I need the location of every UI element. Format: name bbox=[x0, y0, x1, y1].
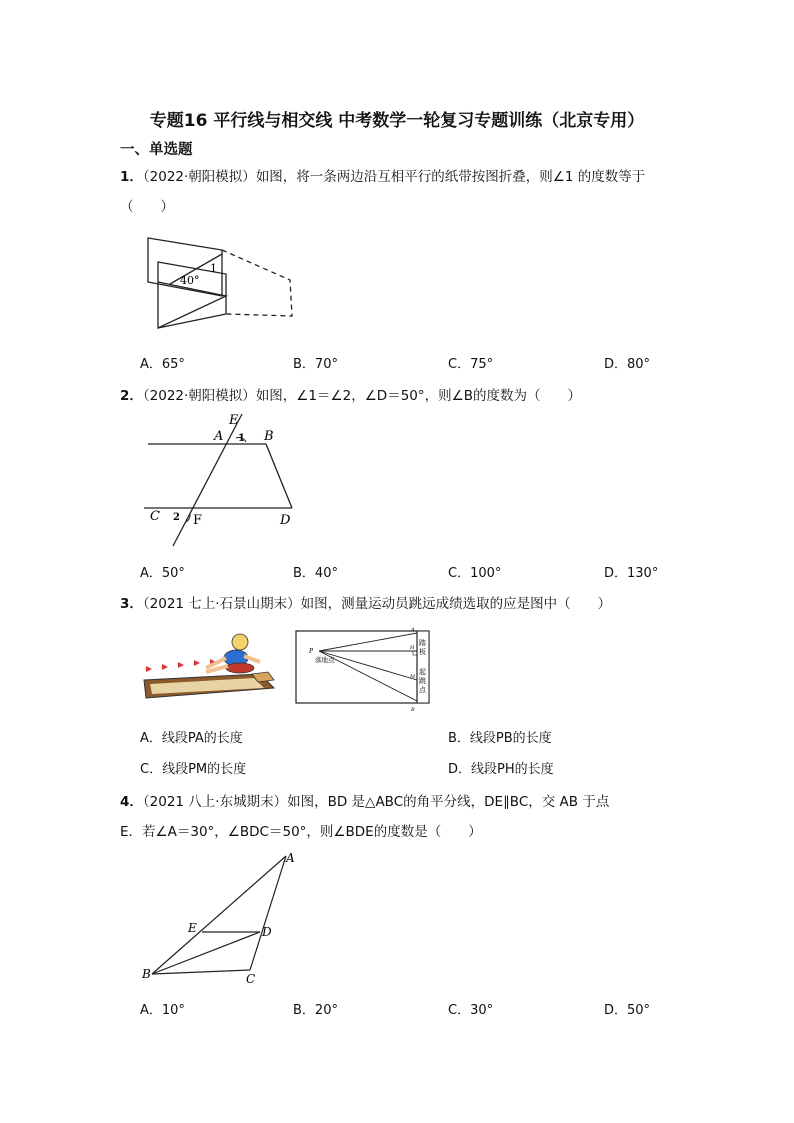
question-1-option-d[interactable]: D．80° bbox=[604, 357, 651, 372]
question-2-option-b[interactable]: B．40° bbox=[293, 566, 338, 581]
question-4-option-d[interactable]: D．50° bbox=[604, 1003, 651, 1018]
q3-label-takeoff-1: 起 bbox=[419, 668, 426, 676]
q3-label-a: A bbox=[411, 627, 415, 633]
question-3-option-a[interactable]: A．线段PA的长度 bbox=[140, 731, 243, 746]
question-1-text bbox=[120, 165, 645, 185]
question-3-text bbox=[120, 592, 611, 612]
q4-side-ac bbox=[250, 856, 286, 970]
q3-label-board-2: 板 bbox=[419, 648, 426, 656]
q3-label-h: H bbox=[410, 645, 415, 651]
question-2-option-c[interactable]: C．100° bbox=[448, 566, 502, 581]
question-3-number: 3． bbox=[120, 596, 143, 612]
question-3-source: （2021 七上·石景山期末） bbox=[142, 596, 301, 612]
question-1-number: 1． bbox=[120, 169, 143, 185]
q2-transversal-ef bbox=[173, 414, 242, 546]
q2-label-1: 1 bbox=[238, 433, 245, 444]
q1-angle-label: 40° bbox=[180, 274, 200, 287]
q2-label-e: E bbox=[229, 413, 239, 428]
q4-label-d: D bbox=[262, 925, 272, 939]
question-2-option-d[interactable]: D．130° bbox=[604, 566, 659, 581]
q3-segment-pa bbox=[319, 633, 417, 651]
q4-bisector-bd bbox=[152, 932, 260, 974]
question-1-blank: （ ） bbox=[120, 199, 174, 215]
q2-label-f: F bbox=[193, 513, 203, 528]
question-2-figure bbox=[140, 410, 310, 550]
question-2-stem: 如图，∠1＝∠2，∠D＝50°，则∠B的度数为（ ） bbox=[255, 388, 581, 404]
q4-side-bc bbox=[152, 970, 250, 974]
question-3-diagram bbox=[295, 628, 440, 712]
question-2-option-a[interactable]: A．50° bbox=[140, 566, 185, 581]
athlete-icon bbox=[206, 634, 260, 673]
question-4-source: （2021 八上·东城期末） bbox=[142, 794, 288, 810]
q1-angle-one-label: 1 bbox=[210, 262, 217, 275]
q4-label-c: C bbox=[246, 972, 256, 986]
question-2-source: （2022·朝阳模拟） bbox=[142, 388, 256, 404]
question-1-option-b[interactable]: B．70° bbox=[293, 357, 338, 372]
page-title: 专题16 平行线与相交线 中考数学一轮复习专题训练（北京专用） bbox=[149, 111, 645, 131]
question-3-option-b[interactable]: B．线段PB的长度 bbox=[448, 731, 552, 746]
question-4-stem-line2: E．若∠A＝30°，∠BDC＝50°，则∠BDE的度数是（ ） bbox=[120, 824, 482, 840]
q3-label-landing: 落地点 bbox=[315, 656, 335, 664]
q3-label-m: M bbox=[410, 674, 416, 680]
question-1-option-c[interactable]: C．75° bbox=[448, 357, 494, 372]
q3-label-board-1: 踏 bbox=[419, 639, 426, 647]
question-3-option-d[interactable]: D．线段PH的长度 bbox=[448, 762, 554, 777]
q2-label-2: 2 bbox=[173, 512, 180, 523]
q1-dashed-original bbox=[222, 250, 292, 316]
q3-label-takeoff-2: 跳 bbox=[419, 677, 426, 685]
q2-label-c: C bbox=[150, 509, 160, 524]
section-heading: 一、单选题 bbox=[120, 142, 193, 158]
q4-label-b: B bbox=[142, 967, 151, 981]
question-3-stem: 如图，测量运动员跳远成绩选取的应是图中（ ） bbox=[300, 596, 612, 612]
q2-label-b: B bbox=[264, 429, 274, 444]
q3-label-takeoff-3: 点 bbox=[419, 686, 426, 694]
q2-segment-bd bbox=[266, 444, 292, 508]
question-4-text bbox=[120, 790, 609, 810]
question-2-number: 2． bbox=[120, 388, 143, 404]
q4-side-ab bbox=[152, 856, 286, 974]
question-4-number: 4． bbox=[120, 794, 143, 810]
question-4-option-a[interactable]: A．10° bbox=[140, 1003, 185, 1018]
question-1-source: （2022·朝阳模拟） bbox=[142, 169, 256, 185]
question-4-stem: 如图，BD 是△ABC的角平分线，DE∥BC，交 AB 于点 bbox=[287, 794, 610, 810]
question-3-athlete-illustration bbox=[140, 628, 280, 703]
question-4-option-c[interactable]: C．30° bbox=[448, 1003, 494, 1018]
question-1-figure bbox=[140, 232, 310, 332]
question-4-figure bbox=[140, 848, 310, 988]
q3-label-b: B bbox=[411, 707, 415, 713]
flag-markers bbox=[146, 659, 216, 672]
question-1-option-a[interactable]: A．65° bbox=[140, 357, 185, 372]
q3-label-p: P bbox=[309, 648, 314, 655]
q3-pit-rectangle bbox=[296, 631, 429, 703]
question-1-stem: 如图，将一条两边沿互相平行的纸带按图折叠，则∠1 的度数等于 bbox=[255, 169, 646, 185]
q4-label-e: E bbox=[188, 921, 197, 935]
question-3-option-c[interactable]: C．线段PM的长度 bbox=[140, 762, 247, 777]
q2-label-d: D bbox=[280, 513, 291, 528]
q4-label-a: A bbox=[286, 851, 295, 865]
q2-label-a: A bbox=[214, 429, 224, 444]
question-4-option-b[interactable]: B．20° bbox=[293, 1003, 338, 1018]
question-2-text bbox=[120, 384, 581, 404]
